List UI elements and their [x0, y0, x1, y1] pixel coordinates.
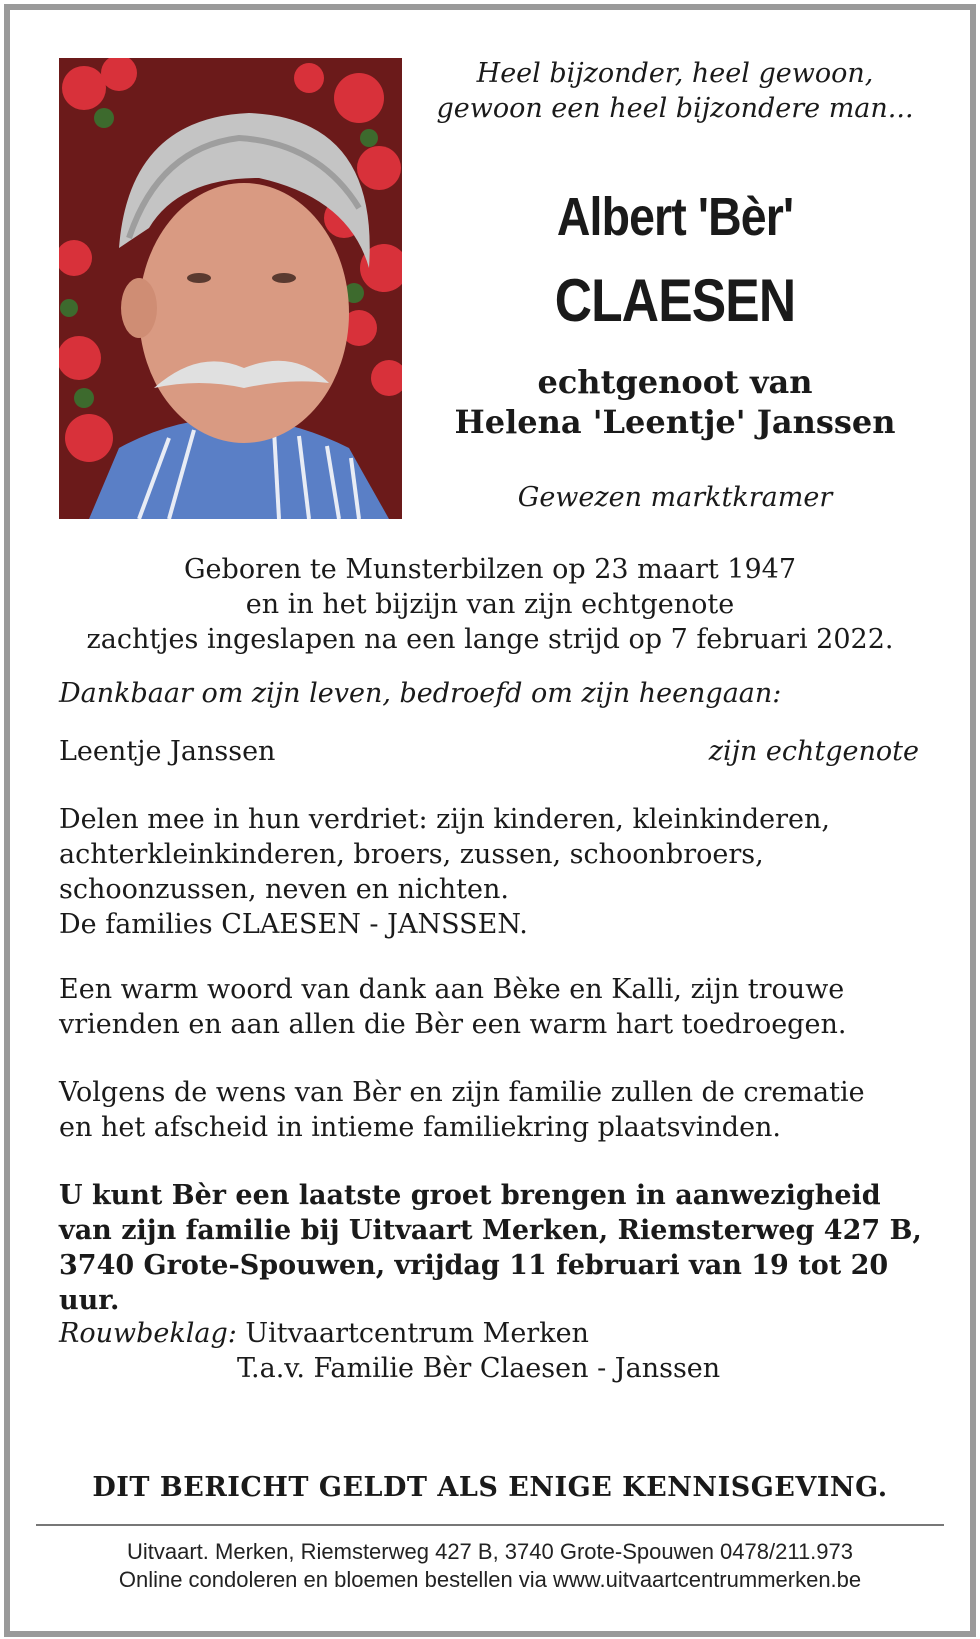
condolences-label: Rouwbeklag:	[59, 1318, 237, 1349]
condolences-place: Uitvaartcentrum Merken	[236, 1318, 589, 1349]
condolences-attn: T.a.v. Familie Bèr Claesen - Janssen	[237, 1353, 721, 1384]
family-line-4: De families CLAESEN - JANSSEN.	[59, 909, 528, 940]
visitation-block	[59, 1178, 939, 1318]
cremation-line-1: Volgens de wens van Bèr en zijn familie zullen de crematie	[59, 1077, 865, 1108]
family-line-3: schoonzussen, neven en nichten.	[59, 874, 509, 905]
birth-death-block	[40, 552, 940, 657]
divider	[36, 1524, 944, 1526]
footer-website: Online condoleren en bloemen bestellen via www.uitvaartcentrummerken.be	[118, 1567, 862, 1592]
footer	[40, 1538, 940, 1594]
visitation-line-1: U kunt Bèr een laatste groet brengen in aanwezigheid	[59, 1180, 881, 1211]
condolences-block	[59, 1316, 939, 1386]
visitation-line-3: 3740 Grote-Spouwen, vrijdag 11 februari van 19 tot 20 uur.	[59, 1250, 889, 1316]
spouse-label: echtgenoot van	[537, 363, 813, 401]
footer-address: Uitvaart. Merken, Riemsterweg 427 B, 3740 Grote-Spouwen 0478/211.973	[127, 1539, 853, 1564]
mourner-row	[59, 736, 919, 767]
motto-line-1: Heel bijzonder, heel gewoon,	[476, 58, 874, 89]
gratitude-line: Dankbaar om zijn leven, bedroefd om zijn heengaan:	[59, 678, 782, 709]
notice: DIT BERICHT GELDT ALS ENIGE KENNISGEVING.	[92, 1472, 888, 1503]
mourner-relation: zijn echtgenote	[708, 736, 919, 767]
deceased-surname: CLAESEN	[554, 267, 796, 334]
cremation-line-2: en het afscheid in intieme familiekring plaatsvinden.	[59, 1112, 782, 1143]
thanks-line-2: vrienden en aan allen die Bèr een warm hart toedroegen.	[59, 1009, 847, 1040]
portrait-photo	[59, 58, 402, 519]
family-line-1: Delen mee in hun verdriet: zijn kinderen, kleinkinderen,	[59, 804, 830, 835]
spouse-name: Helena 'Leentje' Janssen	[454, 403, 896, 441]
mourner-name: Leentje Janssen	[59, 736, 276, 767]
family-line-2: achterkleinkinderen, broers, zussen, schoonbroers,	[59, 839, 764, 870]
deceased-first-name: Albert 'Bèr'	[556, 187, 794, 247]
birth-line: Geboren te Munsterbilzen op 23 maart 1947	[183, 554, 796, 585]
profession: Gewezen marktkramer	[517, 482, 833, 513]
motto-line-2: gewoon een heel bijzondere man...	[436, 93, 914, 124]
thanks-line-1: Een warm woord van dank aan Bèke en Kalli, zijn trouwe	[59, 974, 845, 1005]
death-line: zachtjes ingeslapen na een lange strijd op 7 februari 2022.	[86, 624, 894, 655]
family-block	[59, 802, 939, 942]
spouse-block	[430, 362, 920, 442]
presence-line: en in het bijzijn van zijn echtgenote	[245, 589, 735, 620]
visitation-line-2: van zijn familie bij Uitvaart Merken, Riemsterweg 427 B,	[59, 1215, 922, 1246]
motto	[430, 56, 920, 126]
cremation-block	[59, 1075, 939, 1145]
portrait-illustration	[59, 58, 402, 519]
thanks-block	[59, 972, 939, 1042]
